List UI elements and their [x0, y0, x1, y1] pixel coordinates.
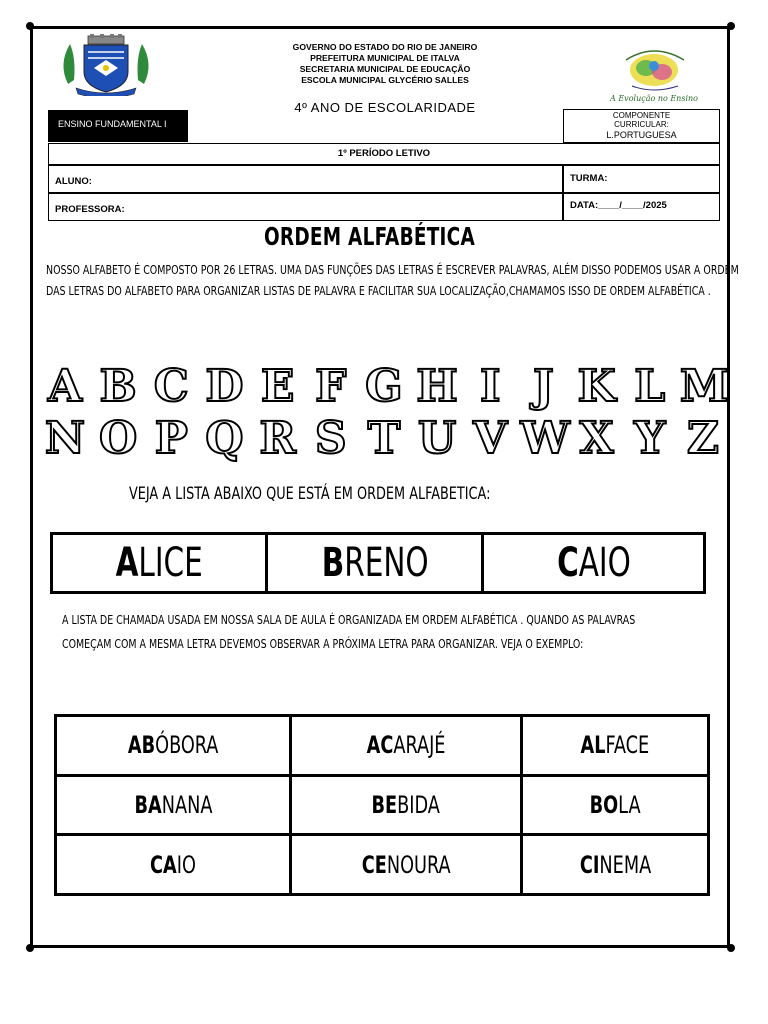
alphabet-letter: Q	[205, 413, 244, 464]
alphabet-letter: I	[479, 361, 501, 412]
name-initial: B	[321, 540, 344, 586]
name-initial: A	[115, 540, 139, 586]
alphabet-letter: X	[579, 413, 614, 464]
name-rest: RENO	[343, 540, 429, 586]
componente-label: COMPONENTE CURRICULAR:	[612, 111, 671, 129]
professora-label: PROFESSORA:	[55, 204, 125, 215]
turma-field[interactable]	[563, 165, 720, 193]
alphabet-letter: A	[47, 361, 83, 412]
header-line: SECRETARIA MUNICIPAL DE EDUCAÇÃO	[299, 64, 471, 74]
alphabet-letter: E	[260, 361, 295, 412]
word-cell	[56, 775, 291, 835]
word-prefix: BA	[134, 790, 162, 819]
alphabet-letter: D	[205, 361, 244, 412]
name-rest: LICE	[138, 540, 203, 586]
name-rest: AIO	[578, 540, 631, 586]
word-prefix: BE	[371, 790, 398, 819]
turma-label: TURMA:	[570, 173, 608, 184]
professora-field[interactable]	[48, 193, 563, 221]
data-label: DATA:____/____/2025	[570, 200, 667, 211]
corner-dot	[727, 22, 735, 30]
periodo-label: 1º PERÍODO LETIVO	[337, 148, 431, 159]
alphabet-letter: L	[634, 361, 666, 412]
word-rest: FACE	[605, 731, 650, 760]
data-field[interactable]	[563, 193, 720, 221]
school-logo	[606, 40, 702, 106]
word-cell	[522, 835, 709, 895]
aluno-label: ALUNO:	[55, 176, 92, 187]
alphabet-letter: P	[154, 413, 188, 464]
corner-dot	[26, 944, 34, 952]
word-cell	[522, 716, 709, 776]
word-rest: NANA	[161, 790, 213, 819]
alphabet-letter: F	[315, 361, 347, 412]
explanation-line: COMEÇAM COM A MESMA LETRA DEVEMOS OBSERVAR A PRÓXIMA LETRA PARA ORGANIZAR. VEJA O EXEMPLO:	[62, 636, 584, 651]
word-prefix: BO	[589, 790, 619, 819]
word-prefix: AC	[366, 731, 394, 760]
logo-motto: A Evolução no Ensino	[610, 94, 698, 103]
word-rest: NEMA	[598, 850, 651, 879]
word-rest: NOURA	[386, 850, 451, 879]
word-cell	[522, 775, 709, 835]
word-prefix: CI	[579, 850, 599, 879]
alphabet-letter: C	[153, 361, 189, 412]
corner-dot	[26, 22, 34, 30]
alphabet-letter: V	[473, 413, 508, 464]
name-initial: C	[556, 540, 579, 586]
word-rest: LA	[618, 790, 641, 819]
word-cell	[291, 716, 522, 776]
name-cell	[482, 534, 704, 593]
alphabet-letter: H	[416, 361, 458, 412]
alphabet-letter: Z	[686, 413, 719, 464]
alphabet-letter: W	[520, 413, 570, 464]
word-rest: IO	[176, 850, 196, 879]
periodo-row	[48, 143, 720, 165]
word-cell	[56, 835, 291, 895]
names-table	[50, 532, 706, 594]
veja-heading: VEJA A LISTA ABAIXO QUE ESTÁ EM ORDEM ALFABETICA:	[129, 484, 491, 504]
ensino-label: ENSINO FUNDAMENTAL I	[48, 110, 188, 142]
word-cell	[56, 716, 291, 776]
page-title: ORDEM ALFABÉTICA	[264, 222, 475, 251]
header-line: PREFEITURA MUNICIPAL DE ITALVA	[310, 53, 460, 63]
school-header	[200, 42, 570, 86]
alphabet-letter: T	[367, 413, 401, 464]
word-cell	[291, 775, 522, 835]
alphabet-letter: N	[44, 413, 86, 464]
componente-box	[563, 109, 720, 143]
name-cell	[267, 534, 482, 593]
alphabet-letter: O	[98, 413, 138, 464]
alphabet-letter: K	[577, 361, 616, 412]
word-rest: ÓBORA	[155, 731, 219, 760]
explanation-line: A LISTA DE CHAMADA USADA EM NOSSA SALA DE AULA É ORGANIZADA EM ORDEM ALFABÉTICA . QUANDO AS PALAVRAS	[62, 612, 636, 627]
componente-value: L.PORTUGUESA	[606, 130, 677, 140]
word-prefix: CA	[150, 850, 177, 879]
aluno-field[interactable]	[48, 165, 563, 193]
intro-line: NOSSO ALFABETO É COMPOSTO POR 26 LETRAS. UMA DAS FUNÇÕES DAS LETRAS É ESCREVER PALAVRAS, ALÉM DISSO PODEMOS USAR A ORDEM	[46, 262, 739, 277]
alphabet-row-2	[42, 413, 726, 464]
word-rest: ARAJÉ	[393, 731, 446, 760]
header-line: GOVERNO DO ESTADO DO RIO DE JANEIRO	[292, 42, 478, 52]
alphabet-letter: M	[679, 361, 729, 412]
coat-of-arms-logo	[58, 34, 154, 96]
word-prefix: AB	[127, 731, 156, 760]
word-cell	[291, 835, 522, 895]
corner-dot	[727, 944, 735, 952]
word-rest: BIDA	[397, 790, 441, 819]
alphabet-letter: G	[365, 361, 403, 412]
alphabet-letter: Y	[634, 413, 666, 464]
alphabet-row-1	[42, 361, 729, 412]
name-cell	[52, 534, 267, 593]
words-table	[54, 714, 710, 896]
intro-line: DAS LETRAS DO ALFABETO PARA ORGANIZAR LISTAS DE PALAVRA E FACILITAR SUA LOCALIZAÇÃO,CHAMAMOS ISSO DE ORDEM ALFABÉTICA .	[46, 283, 711, 298]
word-prefix: AL	[580, 731, 606, 760]
grade-label: 4º ANO DE ESCOLARIDADE	[294, 100, 476, 115]
alphabet-letter: U	[417, 413, 457, 464]
alphabet-letter: R	[259, 413, 296, 464]
header-line: ESCOLA MUNICIPAL GLYCÉRIO SALLES	[301, 75, 469, 85]
alphabet-letter: S	[314, 413, 347, 464]
word-prefix: CE	[361, 850, 387, 879]
alphabet-letter: J	[532, 361, 554, 412]
alphabet-letter: B	[99, 361, 137, 412]
